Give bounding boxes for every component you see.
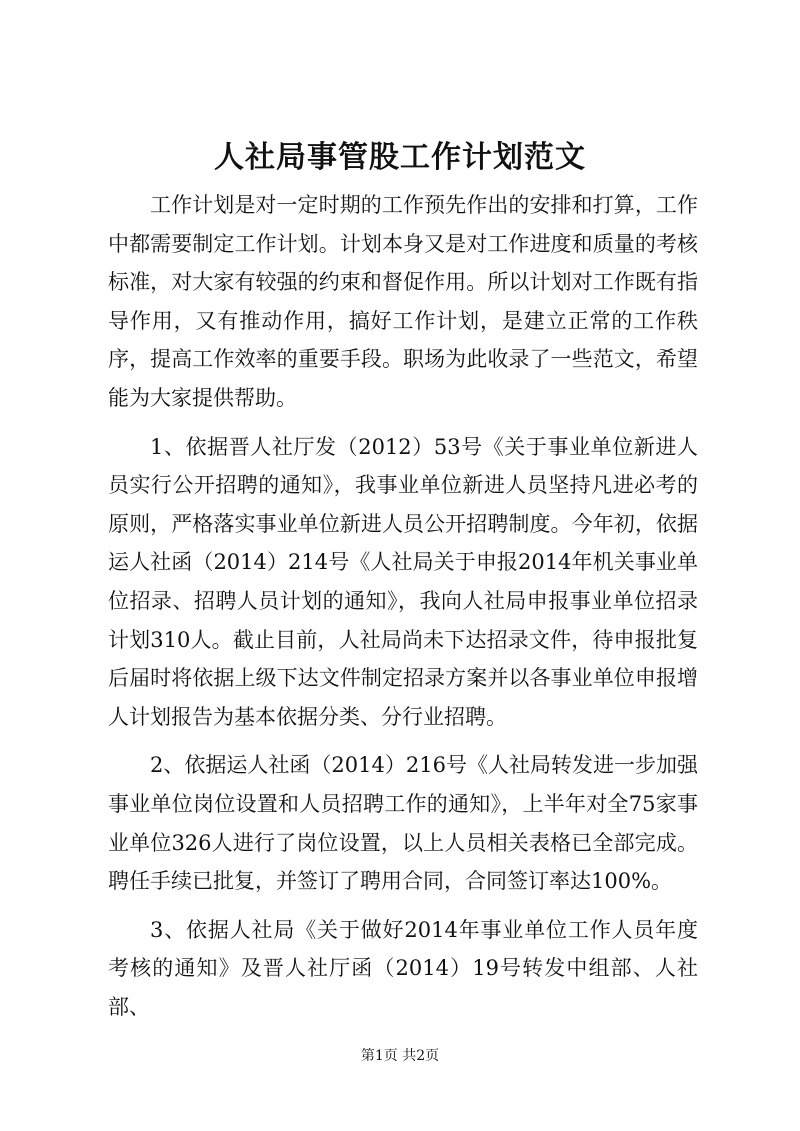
page-footer xyxy=(0,1046,800,1066)
document-title: 人社局事管股工作计划范文 xyxy=(214,140,586,175)
item-3-paragraph: 3、依据人社局《关于做好2014年事业单位工作人员年度考核的通知》及晋人社厅函（2014）19号转发中组部、人社部、 xyxy=(108,917,698,1019)
page-number: 第1页 共2页 xyxy=(360,1048,440,1064)
item-1-paragraph: 1、依据晋人社厅发（2012）53号《关于事业单位新进人员实行公开招聘的通知》，我事业单位新进人员坚持凡进必考的原则，严格落实事业单位新进人员公开招聘制度。今年初，依据运人社函（2014）214号《人社局关于申报2014年机关事业单位招录、招聘人员计划的通知》，我向人社局申报事业单位招录计划310人。截止目前，人社局尚未下达招录文件，待申报批复后届时将依据上级下达文件制定招录方案并以各事业单位申报增人计划报告为基本依据分类、分行业招聘。 xyxy=(108,434,698,729)
item-2-paragraph: 2、依据运人社函（2014）216号《人社局转发进一步加强事业单位岗位设置和人员招聘工作的通知》，上半年对全75家事业单位326人进行了岗位设置，以上人员相关表格已全部完成。聘任手续已批复，并签订了聘用合同，合同签订率达100%。 xyxy=(108,753,698,894)
document-body xyxy=(108,186,698,1026)
intro-paragraph: 工作计划是对一定时期的工作预先作出的安排和打算，工作中都需要制定工作计划。计划本身又是对工作进度和质量的考核标准，对大家有较强的约束和督促作用。所以计划对工作既有指导作用，又有推动作用，搞好工作计划，是建立正常的工作秩序，提高工作效率的重要手段。职场为此收录了一些范文，希望能为大家提供帮助。 xyxy=(108,193,698,410)
